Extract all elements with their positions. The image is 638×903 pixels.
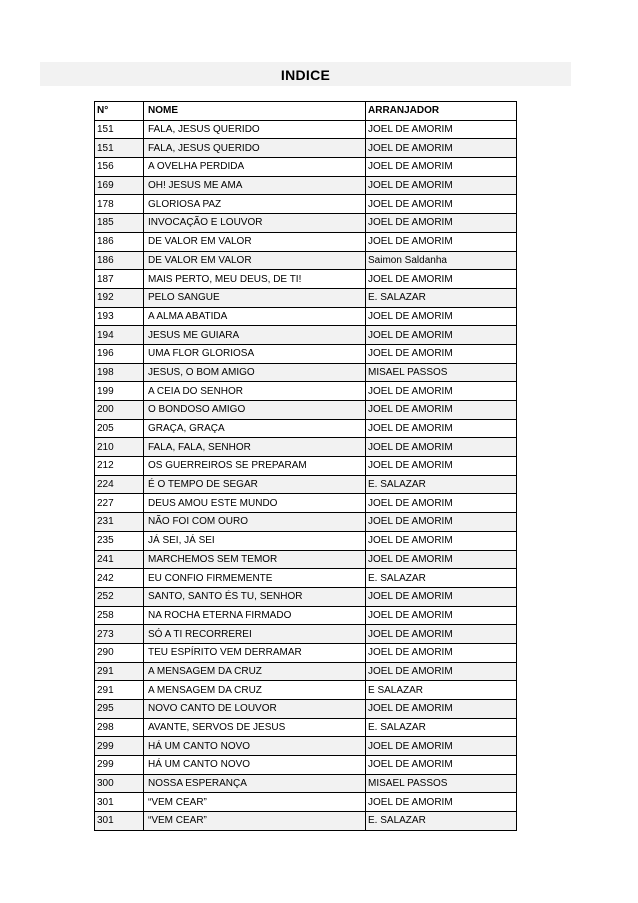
cell-arranger: JOEL DE AMORIM <box>366 438 517 457</box>
table-row <box>95 793 517 812</box>
cell-name: OS GUERREIROS SE PREPARAM <box>144 457 366 476</box>
cell-number: 273 <box>95 625 144 644</box>
cell-name: “VEM CEAR” <box>144 793 366 812</box>
header-number: N° <box>95 102 144 121</box>
cell-name: É O TEMPO DE SEGAR <box>144 475 366 494</box>
cell-number: 227 <box>95 494 144 513</box>
table-row <box>95 681 517 700</box>
table-row <box>95 251 517 270</box>
cell-number: 187 <box>95 270 144 289</box>
cell-name: A ALMA ABATIDA <box>144 307 366 326</box>
cell-number: 224 <box>95 475 144 494</box>
cell-name: DEUS AMOU ESTE MUNDO <box>144 494 366 513</box>
cell-arranger: E. SALAZAR <box>366 288 517 307</box>
cell-name: TEU ESPÍRITO VEM DERRAMAR <box>144 643 366 662</box>
cell-number: 156 <box>95 158 144 177</box>
cell-name: “VEM CEAR” <box>144 812 366 831</box>
table-row <box>95 307 517 326</box>
cell-number: 151 <box>95 120 144 139</box>
cell-number: 192 <box>95 288 144 307</box>
cell-number: 291 <box>95 681 144 700</box>
table-row <box>95 270 517 289</box>
table-row <box>95 662 517 681</box>
cell-name: GRAÇA, GRAÇA <box>144 419 366 438</box>
cell-name: DE VALOR EM VALOR <box>144 232 366 251</box>
cell-arranger: JOEL DE AMORIM <box>366 195 517 214</box>
cell-number: 186 <box>95 232 144 251</box>
cell-arranger: JOEL DE AMORIM <box>366 401 517 420</box>
table-row <box>95 363 517 382</box>
cell-arranger: JOEL DE AMORIM <box>366 139 517 158</box>
cell-number: 235 <box>95 531 144 550</box>
cell-name: FALA, FALA, SENHOR <box>144 438 366 457</box>
cell-number: 196 <box>95 344 144 363</box>
cell-name: OH! JESUS ME AMA <box>144 176 366 195</box>
title-bar <box>40 62 571 86</box>
cell-arranger: E. SALAZAR <box>366 569 517 588</box>
table-row <box>95 195 517 214</box>
table-row <box>95 606 517 625</box>
table-row <box>95 812 517 831</box>
cell-arranger: JOEL DE AMORIM <box>366 494 517 513</box>
cell-name: A MENSAGEM DA CRUZ <box>144 681 366 700</box>
cell-name: NA ROCHA ETERNA FIRMADO <box>144 606 366 625</box>
cell-arranger: E. SALAZAR <box>366 718 517 737</box>
cell-arranger: E. SALAZAR <box>366 475 517 494</box>
cell-number: 169 <box>95 176 144 195</box>
cell-arranger: JOEL DE AMORIM <box>366 214 517 233</box>
cell-name: O BONDOSO AMIGO <box>144 401 366 420</box>
cell-name: INVOCAÇÃO E LOUVOR <box>144 214 366 233</box>
cell-name: MARCHEMOS SEM TEMOR <box>144 550 366 569</box>
table-row <box>95 176 517 195</box>
cell-number: 186 <box>95 251 144 270</box>
cell-arranger: JOEL DE AMORIM <box>366 419 517 438</box>
cell-name: A OVELHA PERDIDA <box>144 158 366 177</box>
table-row <box>95 288 517 307</box>
table-row <box>95 139 517 158</box>
cell-number: 194 <box>95 326 144 345</box>
table-row <box>95 438 517 457</box>
cell-arranger: JOEL DE AMORIM <box>366 700 517 719</box>
cell-name: JESUS, O BOM AMIGO <box>144 363 366 382</box>
cell-arranger: JOEL DE AMORIM <box>366 158 517 177</box>
cell-number: 252 <box>95 587 144 606</box>
table-row <box>95 401 517 420</box>
cell-name: A MENSAGEM DA CRUZ <box>144 662 366 681</box>
header-row <box>95 102 517 121</box>
cell-name: NÃO FOI COM OURO <box>144 513 366 532</box>
page-title: INDICE <box>280 67 331 83</box>
table-row <box>95 326 517 345</box>
cell-number: 185 <box>95 214 144 233</box>
table-row <box>95 643 517 662</box>
table-row <box>95 737 517 756</box>
cell-name: FALA, JESUS QUERIDO <box>144 120 366 139</box>
index-table <box>94 101 517 831</box>
cell-number: 301 <box>95 812 144 831</box>
cell-name: JÁ SEI, JÁ SEI <box>144 531 366 550</box>
table-row <box>95 494 517 513</box>
cell-name: A CEIA DO SENHOR <box>144 382 366 401</box>
cell-arranger: JOEL DE AMORIM <box>366 307 517 326</box>
cell-number: 301 <box>95 793 144 812</box>
cell-name: AVANTE, SERVOS DE JESUS <box>144 718 366 737</box>
table-row <box>95 419 517 438</box>
header-name: NOME <box>144 102 366 121</box>
cell-arranger: JOEL DE AMORIM <box>366 793 517 812</box>
cell-arranger: JOEL DE AMORIM <box>366 120 517 139</box>
table-row <box>95 569 517 588</box>
cell-arranger: JOEL DE AMORIM <box>366 756 517 775</box>
cell-number: 200 <box>95 401 144 420</box>
cell-arranger: Saimon Saldanha <box>366 251 517 270</box>
cell-name: UMA FLOR GLORIOSA <box>144 344 366 363</box>
cell-number: 300 <box>95 774 144 793</box>
cell-arranger: JOEL DE AMORIM <box>366 232 517 251</box>
cell-arranger: JOEL DE AMORIM <box>366 587 517 606</box>
table-row <box>95 158 517 177</box>
cell-name: NOSSA ESPERANÇA <box>144 774 366 793</box>
table-row <box>95 344 517 363</box>
cell-number: 241 <box>95 550 144 569</box>
table-row <box>95 774 517 793</box>
cell-arranger: JOEL DE AMORIM <box>366 457 517 476</box>
table-row <box>95 587 517 606</box>
cell-arranger: MISAEL PASSOS <box>366 363 517 382</box>
table-row <box>95 513 517 532</box>
cell-number: 298 <box>95 718 144 737</box>
cell-number: 299 <box>95 756 144 775</box>
cell-number: 291 <box>95 662 144 681</box>
cell-number: 210 <box>95 438 144 457</box>
cell-name: MAIS PERTO, MEU DEUS, DE TI! <box>144 270 366 289</box>
cell-name: JESUS ME GUIARA <box>144 326 366 345</box>
cell-arranger: JOEL DE AMORIM <box>366 550 517 569</box>
cell-name: SANTO, SANTO ÉS TU, SENHOR <box>144 587 366 606</box>
cell-name: SÓ A TI RECORREREI <box>144 625 366 644</box>
table-row <box>95 120 517 139</box>
table-row <box>95 718 517 737</box>
cell-name: EU CONFIO FIRMEMENTE <box>144 569 366 588</box>
cell-name: DE VALOR EM VALOR <box>144 251 366 270</box>
header-arranger: ARRANJADOR <box>366 102 517 121</box>
table-row <box>95 625 517 644</box>
table-row <box>95 756 517 775</box>
cell-number: 193 <box>95 307 144 326</box>
cell-number: 212 <box>95 457 144 476</box>
cell-arranger: E SALAZAR <box>366 681 517 700</box>
cell-name: NOVO CANTO DE LOUVOR <box>144 700 366 719</box>
cell-number: 199 <box>95 382 144 401</box>
cell-number: 151 <box>95 139 144 158</box>
cell-number: 242 <box>95 569 144 588</box>
cell-number: 231 <box>95 513 144 532</box>
table-row <box>95 531 517 550</box>
cell-arranger: JOEL DE AMORIM <box>366 606 517 625</box>
cell-arranger: E. SALAZAR <box>366 812 517 831</box>
cell-name: HÁ UM CANTO NOVO <box>144 756 366 775</box>
cell-arranger: JOEL DE AMORIM <box>366 531 517 550</box>
table-row <box>95 550 517 569</box>
cell-arranger: JOEL DE AMORIM <box>366 326 517 345</box>
table-row <box>95 475 517 494</box>
cell-number: 290 <box>95 643 144 662</box>
table-row <box>95 457 517 476</box>
cell-name: HÁ UM CANTO NOVO <box>144 737 366 756</box>
cell-number: 178 <box>95 195 144 214</box>
table-row <box>95 700 517 719</box>
cell-arranger: JOEL DE AMORIM <box>366 513 517 532</box>
cell-arranger: JOEL DE AMORIM <box>366 643 517 662</box>
cell-arranger: JOEL DE AMORIM <box>366 344 517 363</box>
cell-arranger: JOEL DE AMORIM <box>366 270 517 289</box>
cell-arranger: JOEL DE AMORIM <box>366 176 517 195</box>
cell-number: 198 <box>95 363 144 382</box>
table-body <box>95 120 517 830</box>
cell-number: 258 <box>95 606 144 625</box>
cell-name: GLORIOSA PAZ <box>144 195 366 214</box>
table-row <box>95 232 517 251</box>
cell-name: FALA, JESUS QUERIDO <box>144 139 366 158</box>
cell-arranger: MISAEL PASSOS <box>366 774 517 793</box>
cell-number: 205 <box>95 419 144 438</box>
cell-arranger: JOEL DE AMORIM <box>366 382 517 401</box>
cell-arranger: JOEL DE AMORIM <box>366 737 517 756</box>
cell-number: 299 <box>95 737 144 756</box>
cell-number: 295 <box>95 700 144 719</box>
cell-arranger: JOEL DE AMORIM <box>366 662 517 681</box>
cell-arranger: JOEL DE AMORIM <box>366 625 517 644</box>
table-row <box>95 214 517 233</box>
cell-name: PELO SANGUE <box>144 288 366 307</box>
table-row <box>95 382 517 401</box>
